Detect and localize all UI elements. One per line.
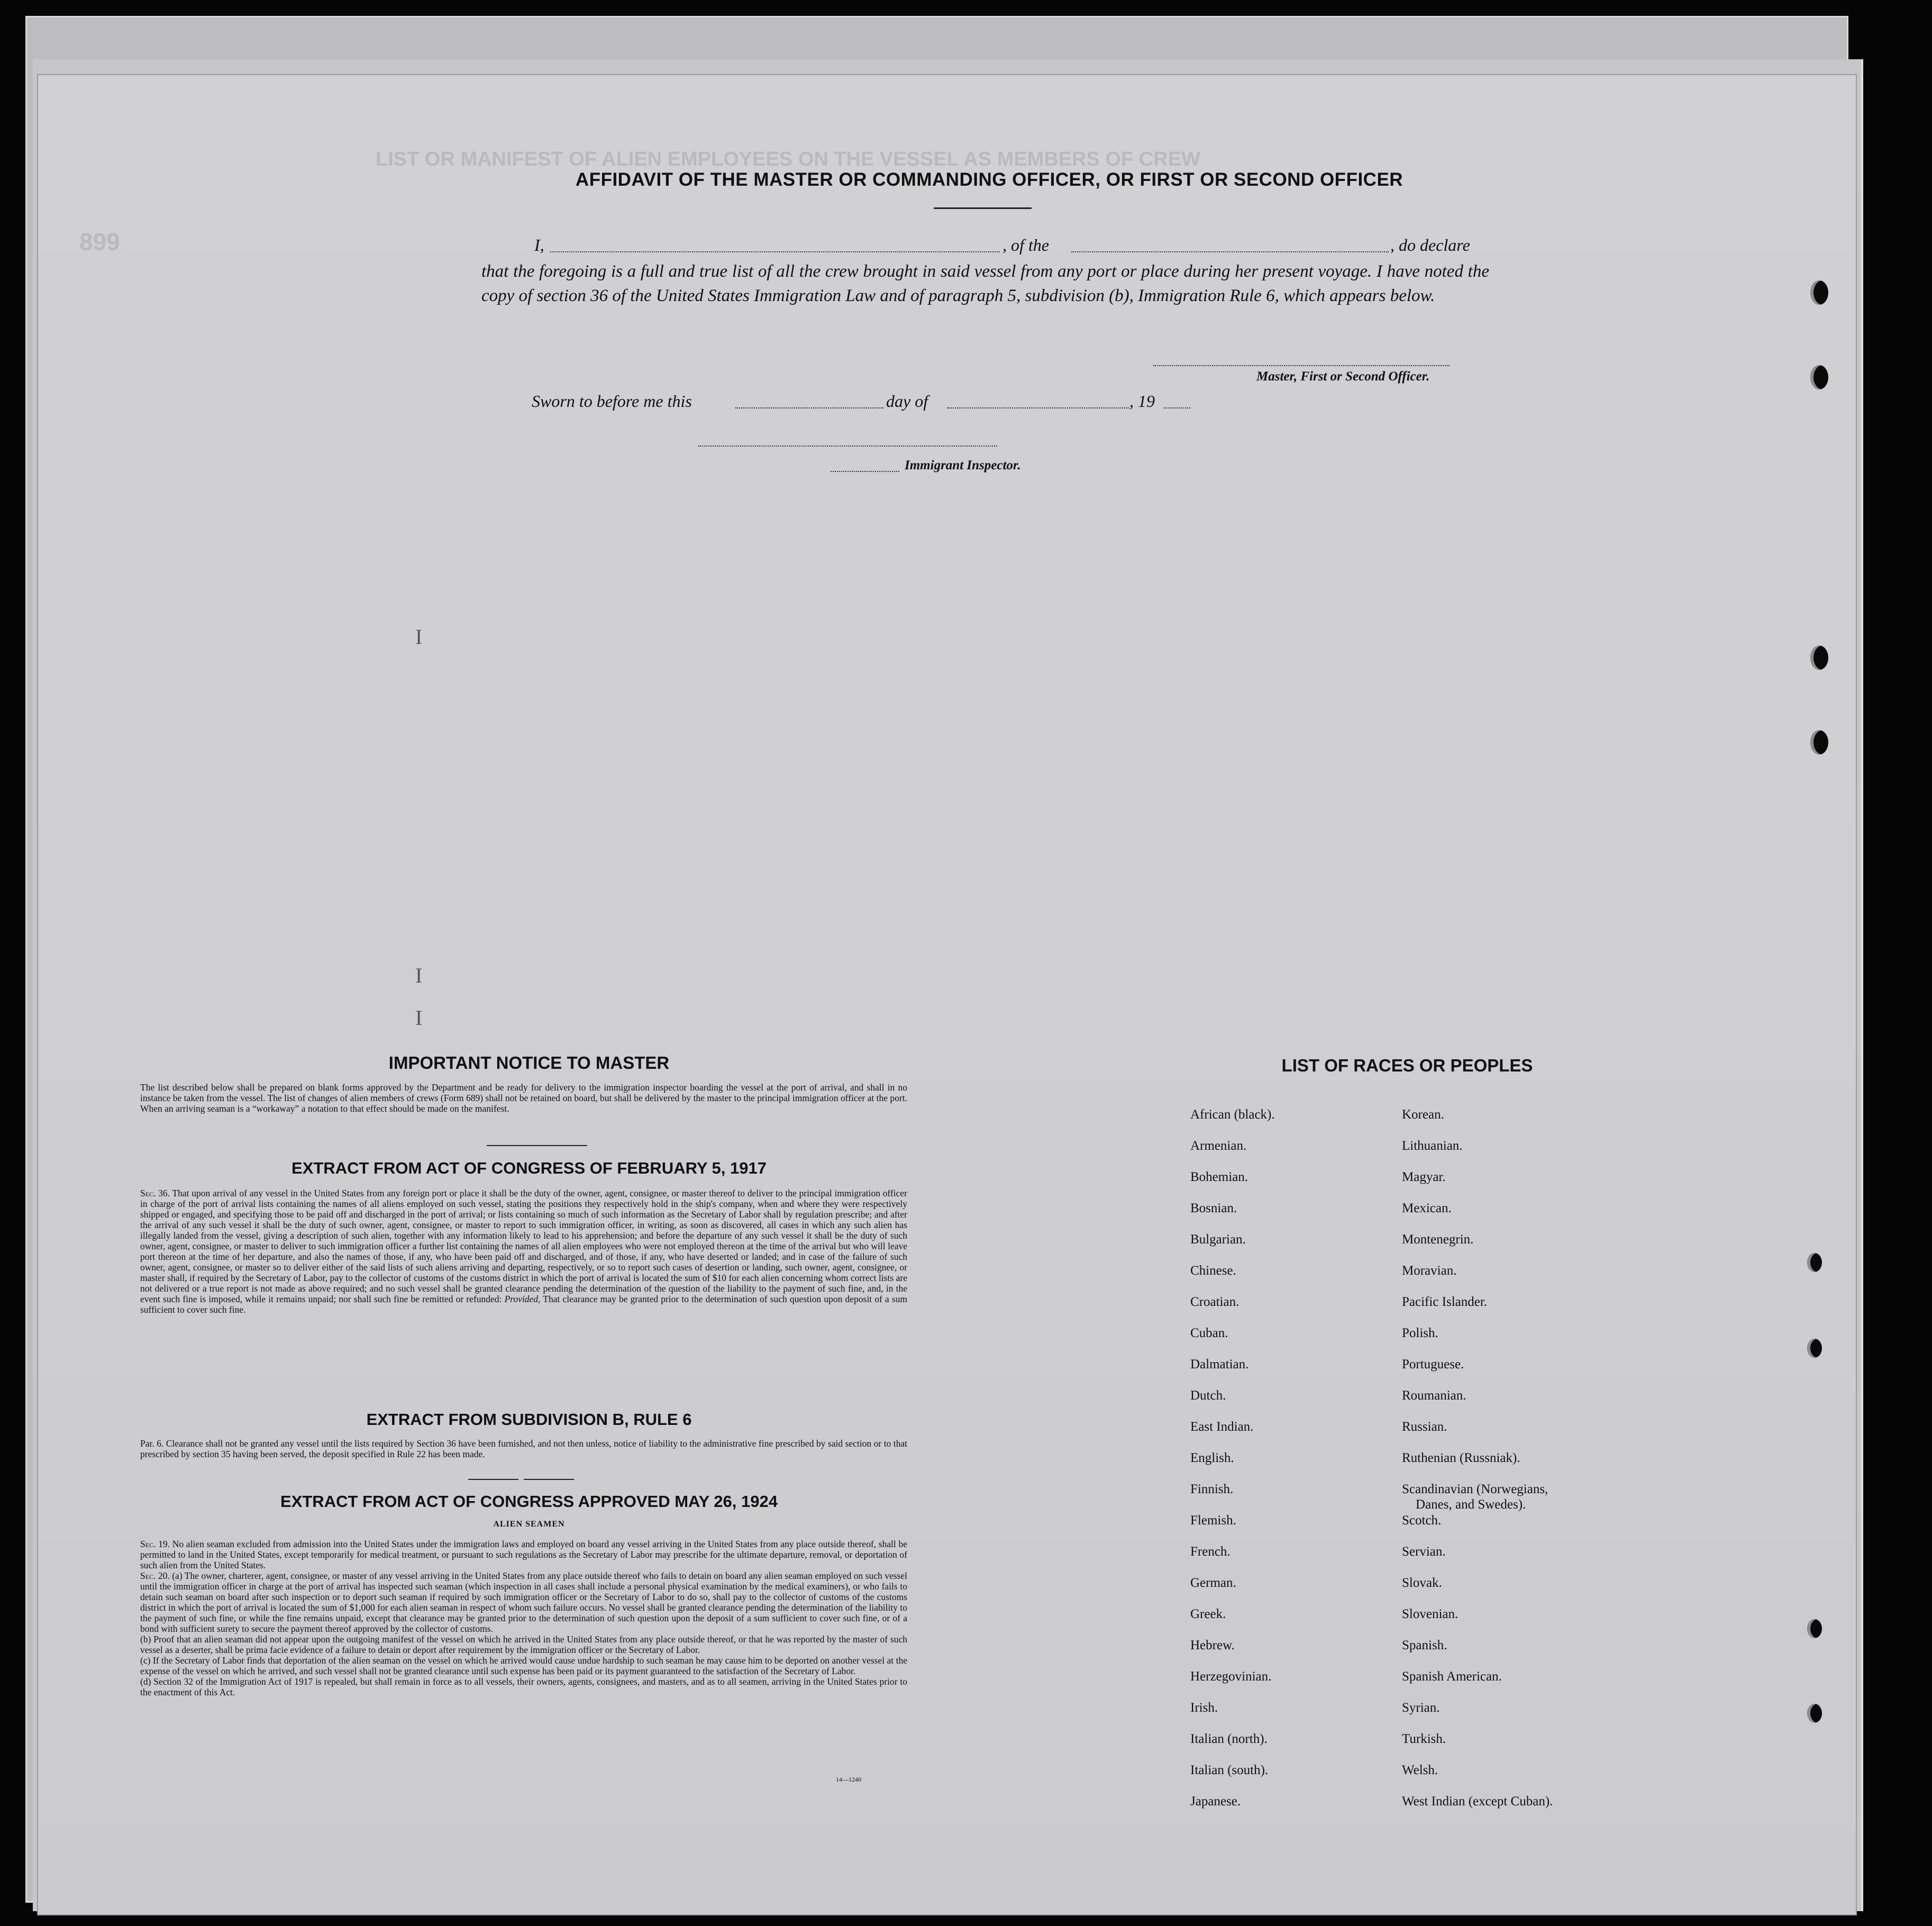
punch-hole — [1810, 646, 1828, 670]
race-item: Herzegovinian. — [1190, 1669, 1272, 1684]
bleed-through-number: 899 — [79, 228, 120, 256]
punch-hole — [1807, 1339, 1822, 1358]
race-item: Montenegrin. — [1402, 1232, 1474, 1247]
race-item: Pacific Islander. — [1402, 1295, 1488, 1309]
vessel-blank — [1071, 251, 1389, 252]
affidavit-paragraph: that the foregoing is a full and true list of all the crew brought in said vessel from any port or place during her present voyage. I have noted the copy of section 36 of the United States Immigration Law and of paragraph 5, subdivision (b), Immigration Rule 6, which appears below. — [481, 262, 1489, 305]
race-item: Japanese. — [1190, 1794, 1241, 1809]
race-item: Scotch. — [1402, 1513, 1442, 1528]
punch-hole — [1807, 1253, 1822, 1272]
race-item: Spanish. — [1402, 1638, 1447, 1652]
sec-20c-body: (c) If the Secretary of Labor finds that deportation of the alien seaman on the vessel on which he arrived would cause undue hardship to such seaman he may cause him to be deported on another vessel at the expense of the vessel on which he arrived, and such vessel shall not be granted clearance until such expense has been paid or its payment guaranteed to the satisfaction of the Secretary of Labor. — [140, 1655, 907, 1676]
race-item: Magyar. — [1402, 1170, 1446, 1184]
race-item: Bohemian. — [1190, 1170, 1248, 1184]
extract-rule6-title: EXTRACT FROM SUBDIVISION B, RULE 6 — [366, 1410, 692, 1429]
provided-label: Provided, — [504, 1294, 541, 1304]
race-item: Irish. — [1190, 1701, 1218, 1715]
notice-text: The list described below shall be prepared on blank forms approved by the Department and be ready for delivery to the immigration inspector boarding the vessel at the port of arrival, and shall in no instance be taken from the vessel. The list of changes of alien members of crews (Form 689) shall not be retained on board, but shall be delivered by the master to the principal immigration officer at the port. When an arriving seaman is a “workaway” a notation to that effect should be made on the manifest. — [140, 1082, 907, 1114]
race-item: English. — [1190, 1451, 1234, 1465]
race-item: Italian (north). — [1190, 1732, 1268, 1746]
master-signature-label: Master, First or Second Officer. — [1256, 369, 1430, 384]
inspector-label: Immigrant Inspector. — [905, 458, 1021, 473]
sec-36-label: Sec. 36. — [140, 1188, 170, 1198]
section-rule — [468, 1479, 518, 1480]
month-blank — [947, 407, 1129, 408]
race-item-continuation: Danes, and Swedes). — [1416, 1497, 1526, 1512]
sworn-label: Sworn to before me this — [532, 392, 692, 411]
punch-hole — [1810, 365, 1828, 389]
sec-19-label: Sec. 19. — [140, 1539, 170, 1549]
margin-mark: I — [415, 1006, 423, 1030]
extract-1924-title: EXTRACT FROM ACT OF CONGRESS APPROVED MAY 26, 1924 — [280, 1492, 778, 1511]
race-item: Chinese. — [1190, 1264, 1236, 1278]
form-number: 14—1240 — [836, 1776, 861, 1783]
day-of-label: day of — [886, 392, 928, 411]
alien-seamen-subtitle: ALIEN SEAMEN — [493, 1520, 565, 1529]
bleed-through-heading: LIST OR MANIFEST OF ALIEN EMPLOYEES ON THE VESSEL AS MEMBERS OF CREW — [376, 148, 1200, 170]
inspector-dots — [831, 471, 899, 472]
affidavit-declare: , do declare — [1390, 235, 1470, 255]
race-item: Hebrew. — [1190, 1638, 1235, 1652]
race-item: Armenian. — [1190, 1139, 1247, 1153]
race-item: Lithuanian. — [1402, 1139, 1463, 1153]
master-sig-blank — [1153, 365, 1450, 366]
race-item: Finnish. — [1190, 1482, 1234, 1496]
races-title: LIST OF RACES OR PEOPLES — [1281, 1056, 1533, 1075]
race-item: Bosnian. — [1190, 1201, 1237, 1215]
punch-hole — [1810, 730, 1828, 755]
sec-19-body: No alien seaman excluded from admission into the United States under the immigration laws and employed on board any vessel arriving in the United States from any place outside thereof, shall be permitted to land in the United States, except temporarily for medical treatment, or pursuant to such regulations as the Secretary of Labor may prescribe for the ultimate departure, removal, or deportation of such alien from the United States. — [140, 1539, 907, 1570]
sec-36-body: That upon arrival of any vessel in the United States from any foreign port or place it shall be the duty of the owner, agent, consignee, or master thereof to deliver to the principal immigration officer in charge of the port of arrival lists containing the names of all aliens employed on such vessel, stating the positions they respectively hold in the ship's company, when and where they were respectively shipped or engaged, and specifying those to be paid off and discharged in the port of arrival; or lists containing so much of such information as the Secretary of Labor shall by regulation prescribe; and after the arrival of any such vessel it shall be the duty of such owner, agent, consignee, or master to report to such immigration officer, in writing, as soon as discovered, all cases in which any such alien has illegally landed from the vessel, giving a description of such alien, together with any information likely to lead to his apprehension; and before the departure of any such vessel it shall be the duty of such owner, agent, consignee, or master to deliver to such immigration officer a further list containing the names of all alien employees who were not employed thereon at the time of the arrival but who will leave port thereon at the time of her departure, and also the names of those, if any, who have been paid off and discharged, and of those, if any, who have deserted or landed; and in case of the failure of such owner, agent, consignee, or master so to deliver either of the said lists of such aliens arriving and departing, respectively, or so to report such cases of desertion or landing, such owner, agent, consignee, or master shall, if required by the Secretary of Labor, pay to the collector of customs of the customs district in which the port of arrival is located the sum of $10 for each alien concerning whom correct lists are not delivered or a true report is not made as above required; and no such vessel shall be granted clearance pending the determination of the question of the liability to the payment of such fine, and, in the event such fine is imposed, while it remains unpaid; nor shall such fine be remitted or refunded: — [140, 1188, 907, 1304]
section-rule — [487, 1145, 587, 1146]
race-item: African (black). — [1190, 1107, 1275, 1122]
race-item: Dutch. — [1190, 1388, 1226, 1403]
race-item: Roumanian. — [1402, 1388, 1466, 1403]
title-rule — [934, 207, 1032, 209]
extract-1917-title: EXTRACT FROM ACT OF CONGRESS OF FEBRUARY 5, 1917 — [291, 1159, 767, 1177]
affidavit-title: AFFIDAVIT OF THE MASTER OR COMMANDING OFFICER, OR FIRST OR SECOND OFFICER — [575, 169, 1404, 190]
year-label: , 19 — [1129, 392, 1155, 411]
year-blank — [1164, 407, 1190, 408]
race-item: Korean. — [1402, 1107, 1444, 1122]
race-item: German. — [1190, 1576, 1236, 1590]
sec-20a-body: (a) The owner, charterer, agent, consignee, or master of any vessel arriving in the United States from any place outside thereof who fails to detain on board any alien seaman employed on such vessel until the immigration officer in charge at the port of arrival has inspected such seaman (which inspection in all cases shall include a personal physical examination by the medical examiners), or who fails to detain such seaman on board after such inspection or to deport such seaman if required by such immigration officer or the Secretary of Labor to do so, shall pay to the collector of customs of the customs district in which the port of arrival is located the sum of $1,000 for each alien seaman in respect of whom such failure occurs. No vessel shall be granted clearance pending the determination of the liability to the payment of such fine, or while the fine remains unpaid, except that clearance may be granted prior to the determination of such question upon the deposit of a sum sufficient to cover such fine, or of a bond with sufficient surety to secure the payment thereof approved by the collector of customs. — [140, 1570, 908, 1634]
race-item: Cuban. — [1190, 1326, 1228, 1340]
race-item: Dalmatian. — [1190, 1357, 1249, 1371]
day-blank — [735, 407, 883, 408]
race-item: Slovenian. — [1402, 1607, 1459, 1621]
punch-hole — [1807, 1619, 1822, 1638]
race-item: Greek. — [1190, 1607, 1226, 1621]
race-item: Flemish. — [1190, 1513, 1236, 1528]
inspector-sig-blank — [698, 446, 997, 447]
race-item: Croatian. — [1190, 1295, 1240, 1309]
name-blank — [550, 251, 1000, 252]
race-item: French. — [1190, 1545, 1231, 1559]
punch-hole — [1810, 280, 1828, 305]
race-item: Bulgarian. — [1190, 1232, 1246, 1247]
race-item: Slovak. — [1402, 1576, 1442, 1590]
margin-mark: I — [415, 625, 423, 649]
extract-1917-text — [140, 1188, 907, 1315]
race-item: West Indian (except Cuban). — [1402, 1794, 1553, 1809]
sec-36-end: That clearance may be granted prior to the determination of such question upon deposit of a sum sufficient to cover such fine. — [140, 1294, 908, 1315]
notice-title: IMPORTANT NOTICE TO MASTER — [388, 1053, 670, 1073]
race-item: Ruthenian (Russniak). — [1402, 1451, 1520, 1465]
race-item: East Indian. — [1190, 1420, 1254, 1434]
race-item: Turkish. — [1402, 1732, 1446, 1746]
extract-1924-text — [140, 1539, 907, 1697]
affidavit-of-the: , of the — [1003, 235, 1049, 255]
extract-rule6-text: Par. 6. Clearance shall not be granted any vessel until the lists required by Section 36 have been furnished, and not then unless, notice of liability to the administrative fine prescribed by said section or to that prescribed by section 35 having been served, the deposit specified in Rule 22 has been made. — [140, 1438, 907, 1459]
race-item: Servian. — [1402, 1545, 1446, 1559]
sec-20d-body: (d) Section 32 of the Immigration Act of 1917 is repealed, but shall remain in force as to all vessels, their owners, agents, consignees, and masters, and as to all seamen, arriving in the United States prior to the enactment of this Act. — [140, 1676, 907, 1697]
sec-20-label: Sec. 20. — [140, 1570, 170, 1581]
race-item: Moravian. — [1402, 1264, 1457, 1278]
race-item: Spanish American. — [1402, 1669, 1502, 1684]
race-item: Polish. — [1402, 1326, 1438, 1340]
race-item: Italian (south). — [1190, 1763, 1269, 1777]
race-item: Mexican. — [1402, 1201, 1452, 1215]
sec-20b-body: (b) Proof that an alien seaman did not appear upon the outgoing manifest of the vessel on which he arrived in the United States from any place outside thereof, or that he was reported by the master of such vessel as a deserter, shall be prima facie evidence of a failure to detain or deport after requirement by the immigration officer or the Secretary of Labor. — [140, 1634, 907, 1655]
race-item: Scandinavian (Norwegians, — [1402, 1482, 1548, 1496]
race-item: Russian. — [1402, 1420, 1447, 1434]
punch-hole — [1807, 1704, 1822, 1723]
affidavit-i: I, — [534, 235, 544, 255]
race-item: Portuguese. — [1402, 1357, 1464, 1371]
race-item: Welsh. — [1402, 1763, 1438, 1777]
margin-mark: I — [415, 964, 423, 987]
section-rule — [524, 1479, 574, 1480]
race-item: Syrian. — [1402, 1701, 1440, 1715]
